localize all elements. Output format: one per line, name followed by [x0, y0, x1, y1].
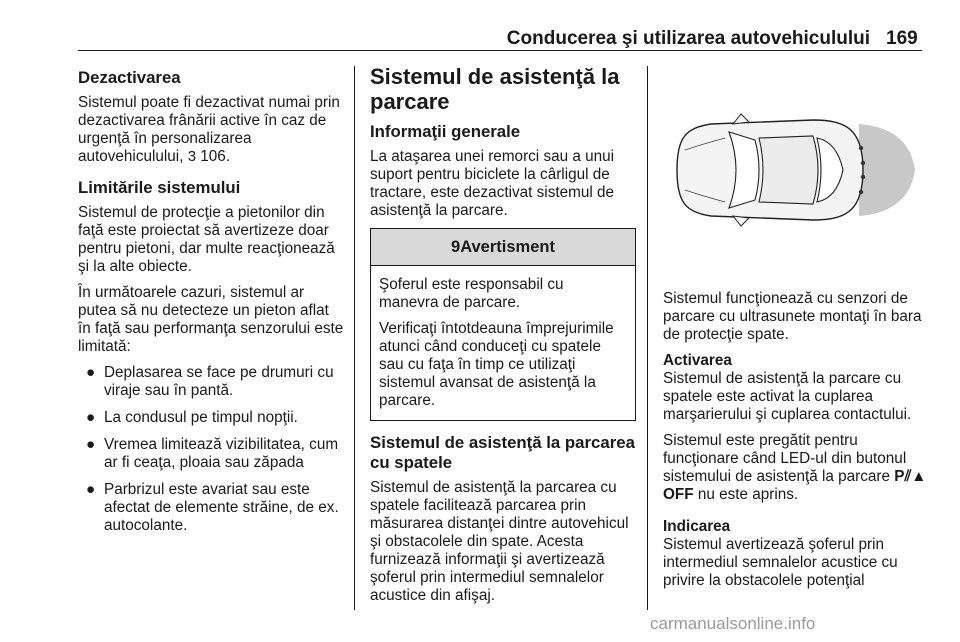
label-activation: Activarea	[663, 352, 732, 369]
parking-sensor-dot	[859, 146, 863, 150]
paragraph-limits-1: Sistemul de protecţie a pietonilor din faţă este proiectat să avertizeze doar pentru pietoni, dar multe reacţionează şi la alte obiecte.	[78, 204, 335, 275]
paragraph-led-suffix: nu este aprins.	[697, 486, 799, 503]
list-item-text: Deplasarea se face pe drumuri cu viraje sau în pantă.	[104, 364, 334, 399]
limits-bullet-list	[78, 364, 344, 535]
side-mirror-shape	[733, 114, 749, 124]
page-reference-arrow-icon: 3	[187, 148, 197, 165]
paragraph-limits-2: În următoarele cazuri, sistemul ar putea să nu detecteze un pieton aflat în faţă sau performanţa senzorului este limitată:	[78, 284, 344, 355]
warning-triangle-icon: 9	[451, 238, 461, 256]
bullet-icon: ●	[86, 481, 96, 498]
warning-box	[370, 228, 636, 421]
paragraph-activation	[663, 352, 929, 424]
list-item	[78, 481, 344, 535]
list-item-text: Vremea limitează vizibilitatea, cum ar fi ceaţa, ploaia sau zăpada	[104, 436, 339, 471]
page-reference-link[interactable]: 106.	[200, 148, 231, 165]
page-header-title: Conducerea şi utilizarea autovehiculului	[506, 28, 870, 49]
paragraph-led-status	[663, 432, 929, 504]
list-item	[78, 364, 344, 400]
warning-header	[371, 229, 635, 266]
page-number: 169	[886, 28, 918, 49]
heading-rear-parking-assist: Sistemul de asistenţă la parcarea cu spatele	[370, 433, 635, 472]
paragraph-indication	[663, 518, 929, 590]
watermark-text: carmanualsonline.info	[650, 614, 816, 633]
paragraph-trailer-note: La ataşarea unei remorci sau a unui suport pentru biciclete la cârligul de tractare, este dezactivat sistemul de asistenţă la parcare.	[370, 148, 615, 219]
parking-sensor-dot	[861, 175, 865, 179]
list-item	[78, 436, 344, 472]
parking-sensor-button-icon: P⫽▲	[894, 468, 927, 485]
heading-deactivation: Dezactivarea	[78, 68, 181, 87]
paragraph-led-text: Sistemul este pregătit pentru funcţionare când LED-ul din butonul sistemului de asistenţă la parcare	[663, 432, 907, 485]
label-indication: Indicarea	[663, 518, 731, 535]
section-title-parking-assist: Sistemul de asistenţă la parcare	[370, 64, 620, 114]
paragraph-rear-parking: Sistemul de asistenţă la parcarea cu spatele facilitează parcarea prin măsurarea distanţei dintre autovehicul şi obstacolele din spate. Acesta furnizează informaţii şi avertizează şoferul prin intermediul semnalelor acustice din afişaj.	[370, 479, 629, 604]
warning-text-1: Şoferul este responsabil cu manevra de parcare.	[379, 276, 564, 311]
bullet-icon: ●	[86, 409, 96, 426]
sensor-zone-shape	[859, 124, 915, 216]
side-mirror-shape	[733, 216, 749, 226]
parking-off-label: OFF	[663, 486, 694, 503]
warning-body	[371, 266, 635, 420]
heading-general-info: Informaţii generale	[370, 122, 521, 141]
bullet-icon: ●	[86, 436, 96, 453]
column-right	[663, 64, 929, 598]
paragraph-sensors: Sistemul funcţionează cu senzori de parcare cu ultrasunete montaţi în bara de protecţie spate.	[663, 290, 922, 343]
list-item	[78, 409, 344, 427]
parking-sensor-dot	[859, 190, 863, 194]
roof-shape	[759, 136, 818, 204]
column-left	[78, 64, 344, 544]
list-item-text: Parbrizul este avariat sau este afectat de elemente străine, de ex. autocolante.	[104, 481, 339, 534]
bullet-icon: ●	[86, 364, 96, 381]
car-top-view-svg	[663, 66, 925, 276]
car-top-view-illustration	[663, 66, 925, 276]
column-divider-1	[354, 66, 355, 610]
paragraph-deactivation-text: Sistemul poate fi dezactivat numai prin dezactivarea frânării active în caz de urgenţă în personalizarea autovehiculului,	[78, 94, 340, 165]
column-middle	[370, 64, 636, 613]
column-divider-2	[647, 66, 648, 610]
list-item-text: La condusul pe timpul nopţii.	[104, 409, 298, 426]
paragraph-deactivation	[78, 94, 344, 166]
warning-text-2: Verificaţi întotdeauna împrejurimile atunci când conduceţi cu spatele sau cu faţa în timp ce utilizaţi sistemul avansat de asistenţă la parcare.	[379, 320, 614, 409]
paragraph-activation-text: Sistemul de asistenţă la parcare cu spatele este activat la cuplarea marşarierului şi cuplarea contactului.	[663, 370, 912, 423]
warning-title: Avertisment	[460, 238, 555, 256]
parking-sensor-dot	[861, 161, 865, 165]
header-divider	[78, 50, 922, 51]
paragraph-indication-text: Sistemul avertizează şoferul prin intermediul semnalelor acustice cu privire la obstacolele potenţial	[663, 536, 898, 589]
heading-system-limits: Limitările sistemului	[78, 178, 241, 197]
